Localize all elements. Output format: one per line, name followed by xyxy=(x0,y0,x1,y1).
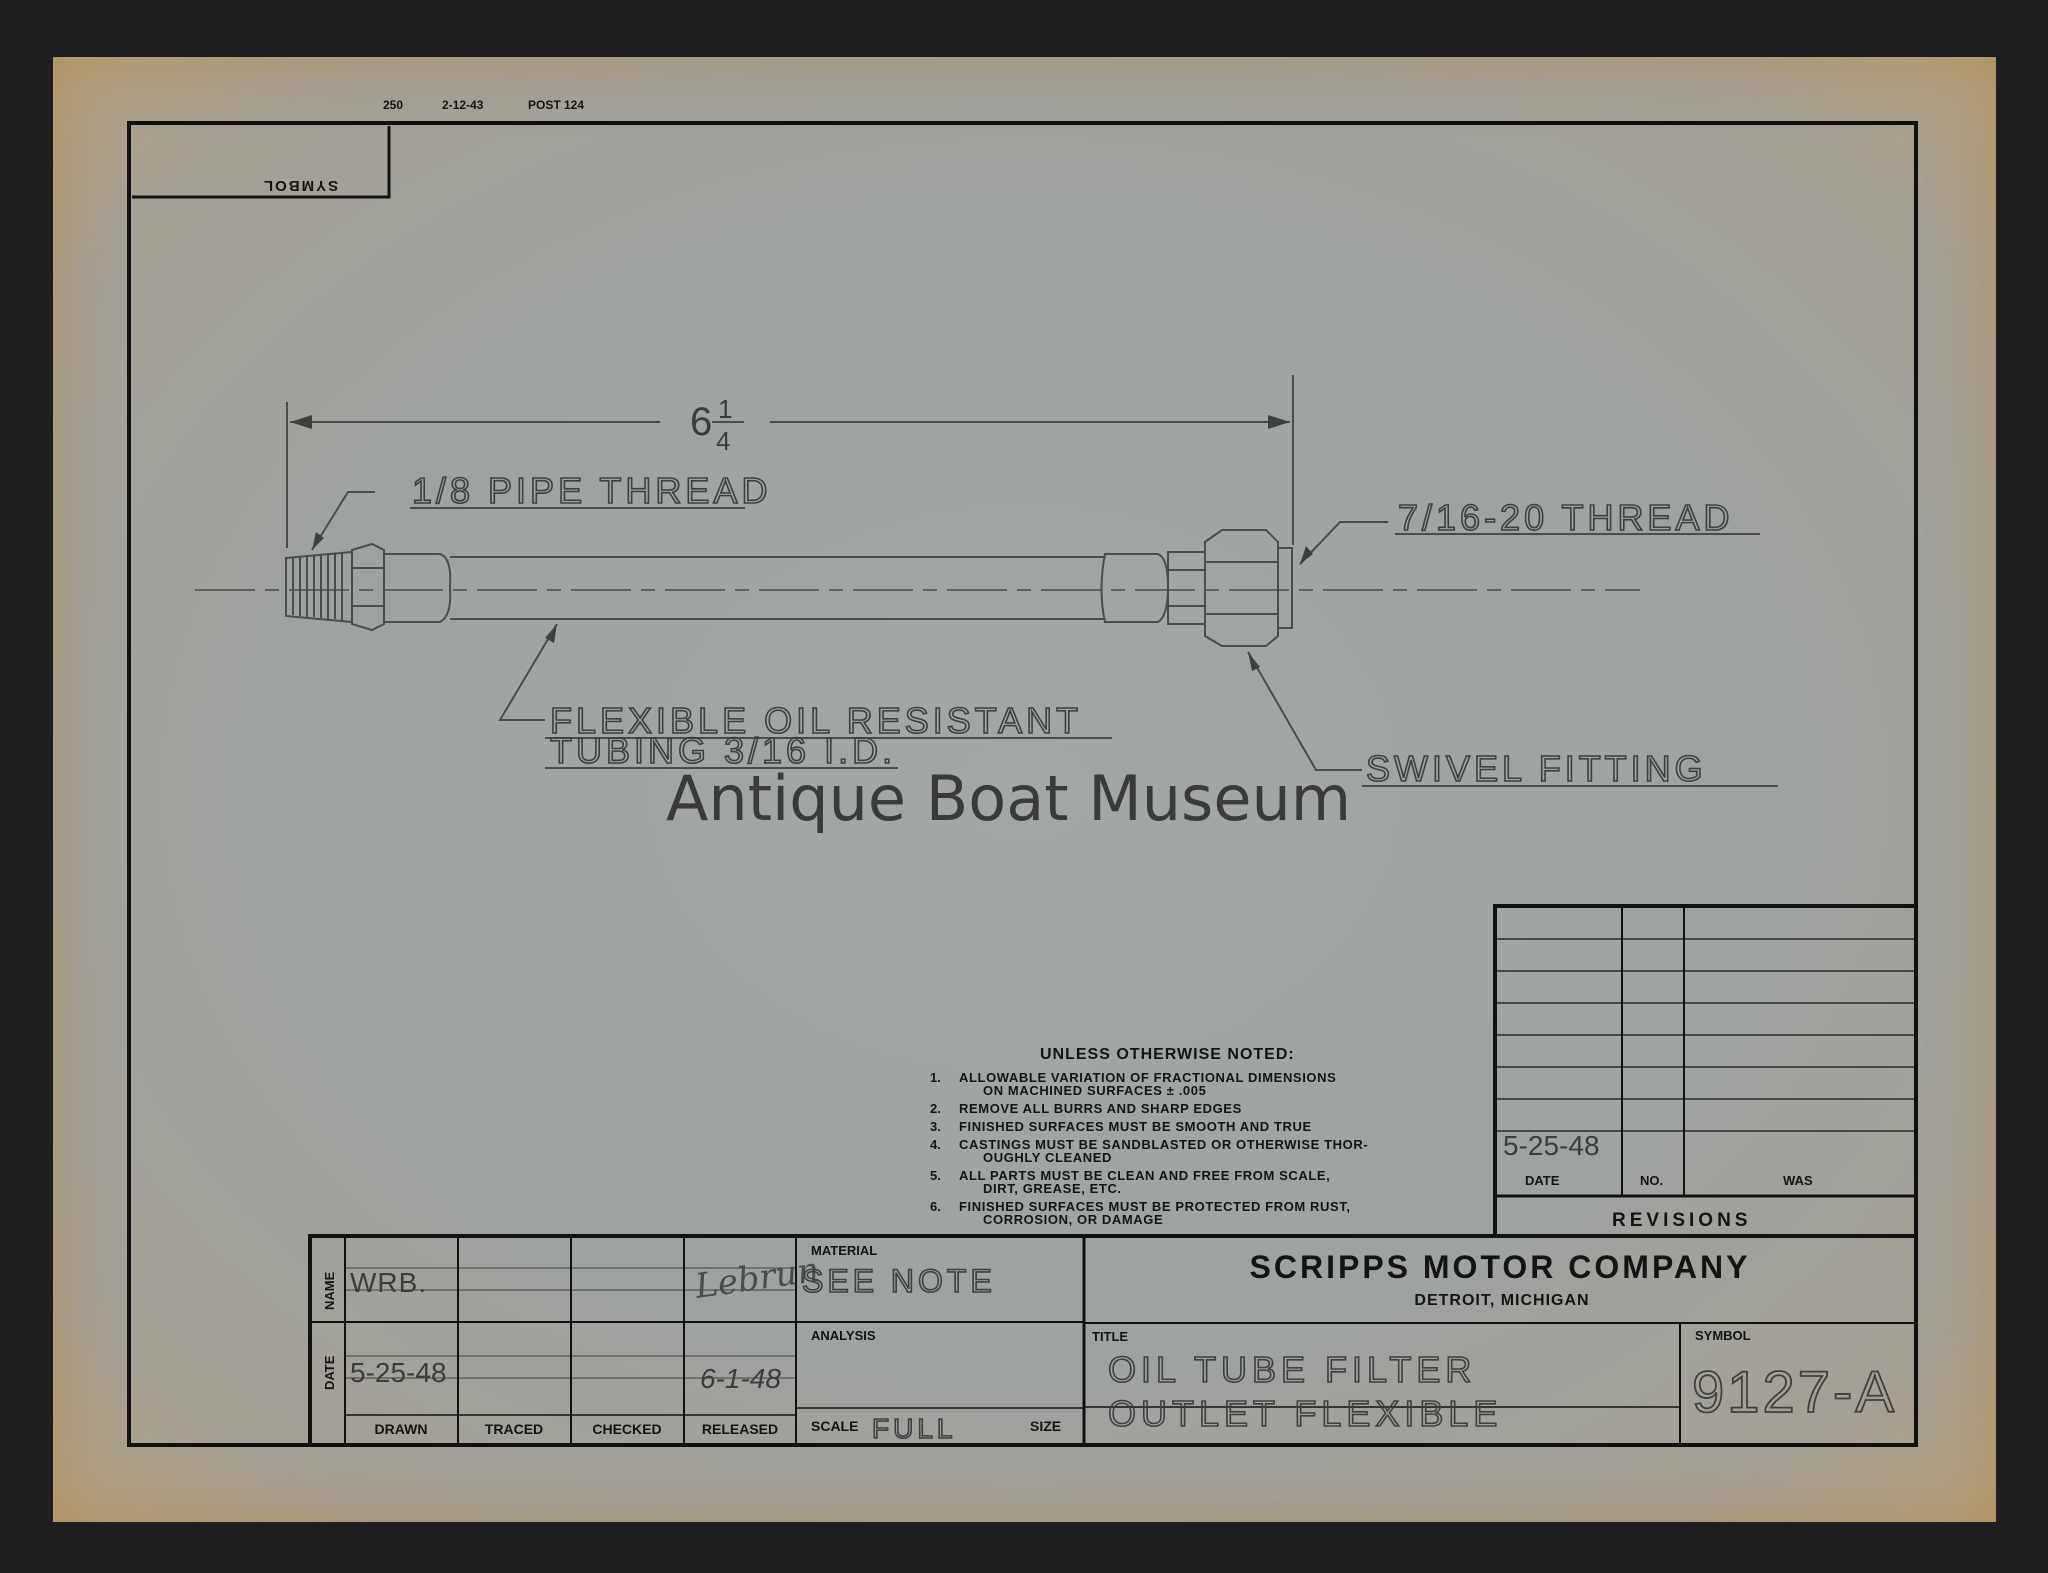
drawn-name: WRB. xyxy=(350,1267,428,1298)
col-traced: TRACED xyxy=(484,1421,544,1437)
callout-pipe-thread: 1/8 PIPE THREAD xyxy=(412,470,772,511)
title-label: TITLE xyxy=(1092,1329,1129,1344)
note-line: DIRT, GREASE, ETC. xyxy=(983,1181,1122,1196)
part-drawing xyxy=(195,375,1778,789)
symbol-label: SYMBOL xyxy=(1695,1328,1751,1343)
note-line: REMOVE ALL BURRS AND SHARP EDGES xyxy=(959,1101,1242,1116)
dimension-numerator: 1 xyxy=(718,394,733,424)
note-number: 4. xyxy=(930,1137,941,1152)
note-number: 3. xyxy=(930,1119,941,1134)
corner-symbol-label: SYMBOL xyxy=(261,177,339,194)
stamp-form: 250 xyxy=(383,98,404,112)
company-name: SCRIPPS MOTOR COMPANY xyxy=(1249,1249,1751,1285)
rev-entry-date: 5-25-48 xyxy=(1503,1130,1600,1161)
leader-pipe-thread xyxy=(312,492,375,550)
swivel-hex xyxy=(1205,530,1278,646)
dimension-denominator: 4 xyxy=(716,426,731,456)
swivel-thread xyxy=(1278,548,1292,628)
size-label: SIZE xyxy=(1030,1418,1062,1434)
dimension-whole: 6 xyxy=(690,400,713,444)
analysis-label: ANALYSIS xyxy=(811,1328,876,1343)
leader-7-16-thread xyxy=(1300,522,1388,564)
scale-value: FULL xyxy=(872,1413,957,1444)
row-label-name: NAME xyxy=(322,1271,337,1310)
rev-header-no: NO. xyxy=(1640,1173,1664,1188)
corner-symbol-box xyxy=(132,126,389,197)
col-drawn: DRAWN xyxy=(374,1421,428,1437)
col-released: RELEASED xyxy=(701,1421,779,1437)
drawn-date: 5-25-48 xyxy=(350,1357,447,1388)
title-block xyxy=(310,1236,1916,1445)
scale-label: SCALE xyxy=(811,1418,859,1434)
callout-tubing-line1: FLEXIBLE OIL RESISTANT xyxy=(550,700,1083,741)
company-location: DETROIT, MICHIGAN xyxy=(1414,1292,1590,1309)
flexible-tube xyxy=(450,557,1105,619)
note-line: FINISHED SURFACES MUST BE SMOOTH AND TRUE xyxy=(959,1119,1312,1134)
note-line: CORROSION, OR DAMAGE xyxy=(983,1212,1164,1227)
released-signature: Lebrun xyxy=(692,1249,822,1307)
hex-small-right xyxy=(1168,552,1205,624)
watermark: Antique Boat Museum xyxy=(666,762,1352,835)
rev-header-was: WAS xyxy=(1783,1173,1813,1188)
revisions-title: REVISIONS xyxy=(1612,1210,1752,1231)
notes-heading: UNLESS OTHERWISE NOTED: xyxy=(1040,1046,1295,1063)
title-line1: OIL TUBE FILTER xyxy=(1108,1349,1477,1390)
row-label-date: DATE xyxy=(322,1355,337,1390)
ferrule-left xyxy=(384,554,450,622)
note-number: 1. xyxy=(930,1070,941,1085)
note-line: CASTINGS MUST BE SANDBLASTED OR OTHERWISE THOR- xyxy=(959,1137,1369,1152)
revisions-block xyxy=(1495,906,1916,1235)
material-value: SEE NOTE xyxy=(802,1263,996,1299)
stamp-date: 2-12-43 xyxy=(442,98,484,112)
ferrule-right xyxy=(1102,554,1169,622)
stamp-post: POST 124 xyxy=(528,98,585,112)
note-line: OUGHLY CLEANED xyxy=(983,1150,1113,1165)
note-number: 5. xyxy=(930,1168,941,1183)
note-number: 2. xyxy=(930,1101,941,1116)
dimension-arrow-left xyxy=(290,415,312,429)
note-line: ON MACHINED SURFACES ± .005 xyxy=(983,1083,1207,1098)
note-line: ALLOWABLE VARIATION OF FRACTIONAL DIMENSIONS xyxy=(959,1070,1337,1085)
rev-header-date: DATE xyxy=(1525,1173,1560,1188)
hex-nut-left xyxy=(352,544,384,630)
pipe-thread-end xyxy=(286,552,352,622)
leader-swivel xyxy=(1248,652,1362,770)
callout-swivel: SWIVEL FITTING xyxy=(1366,748,1707,789)
title-line2: OUTLET FLEXIBLE xyxy=(1108,1393,1503,1434)
callout-7-16-thread: 7/16-20 THREAD xyxy=(1398,497,1734,538)
callout-tubing-line2: TUBING 3/16 I.D. xyxy=(550,730,897,771)
dimension-arrow-right xyxy=(1268,415,1290,429)
general-notes xyxy=(930,1046,1368,1227)
col-checked: CHECKED xyxy=(592,1421,662,1437)
released-date: 6-1-48 xyxy=(700,1363,781,1394)
note-number: 6. xyxy=(930,1199,941,1214)
note-line: ALL PARTS MUST BE CLEAN AND FREE FROM SCALE, xyxy=(959,1168,1331,1183)
note-line: FINISHED SURFACES MUST BE PROTECTED FROM RUST, xyxy=(959,1199,1351,1214)
symbol-value: 9127-A xyxy=(1692,1360,1898,1425)
material-label: MATERIAL xyxy=(811,1243,878,1258)
